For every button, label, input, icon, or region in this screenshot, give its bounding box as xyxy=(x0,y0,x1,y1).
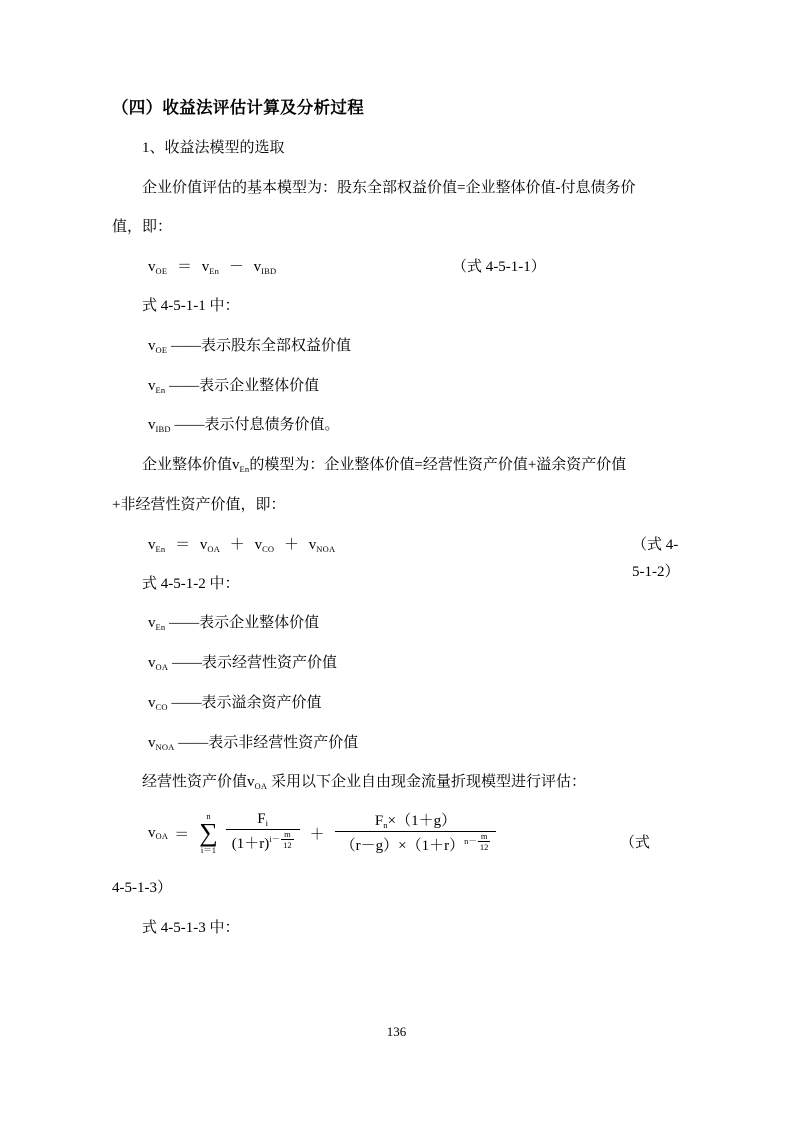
definition-item xyxy=(112,650,681,678)
def6-var: v xyxy=(148,694,156,711)
def3-text: ——表示付息债务价值。 xyxy=(174,417,340,434)
section-title: 1、收益法模型的选取 xyxy=(142,139,285,156)
formula3-equals: ＝ xyxy=(174,826,190,843)
paragraph-entity-value-line1 xyxy=(112,452,681,480)
summation-symbol xyxy=(199,812,218,855)
formula2-term1-sub: OA xyxy=(207,543,221,554)
fraction-term-1 xyxy=(226,811,300,855)
f1-num-var: F xyxy=(257,811,266,827)
formula-4-5-1-3-expression xyxy=(148,809,500,857)
formula2-term2-sub: CO xyxy=(262,543,275,554)
formula2-term1-var: v xyxy=(199,536,208,553)
formula1-lhs-var: v xyxy=(148,259,156,275)
def6-text: ——表示溢余资产价值 xyxy=(171,694,322,711)
f1-exp-frac-den: 12 xyxy=(283,840,292,851)
definition-item xyxy=(112,610,681,638)
sigma-glyph: ∑ xyxy=(199,818,218,848)
f1-den-exp-minus: － xyxy=(271,834,281,844)
f2-num-rest: ×（1＋g） xyxy=(387,813,457,829)
formula2-plus-1: ＋ xyxy=(229,536,245,553)
f1-num-sub: i xyxy=(265,818,269,828)
formula-3-reference: 式 4-5-1-3 中： xyxy=(142,919,240,936)
def2-var: v xyxy=(148,377,156,394)
oa-text-b: 采用以下企业自由现金流量折现模型进行评估： xyxy=(270,774,586,791)
def5-var: v xyxy=(148,655,156,671)
formula-4-5-1-1 xyxy=(112,254,681,281)
def5-sub: OA xyxy=(155,662,169,672)
formula1-term2-sub: IBD xyxy=(261,266,277,276)
f1-den-exp-i: i xyxy=(269,834,272,844)
def6-sub: CO xyxy=(155,701,168,712)
formula1-equals: ＝ xyxy=(176,259,192,275)
def5-text: ——表示经营性资产价值 xyxy=(171,655,337,671)
formula2-term3-var: v xyxy=(308,536,317,553)
f1-den-base: (1＋r) xyxy=(231,836,270,852)
oa-text-a: 经营性资产价值 xyxy=(142,774,248,791)
sigma-lower-limit: i＝1 xyxy=(200,845,217,856)
f2-num-var: F xyxy=(374,813,384,829)
oa-sub: OA xyxy=(254,781,268,792)
fraction-term-2 xyxy=(335,809,497,857)
page-heading: （四）收益法评估计算及分析过程 xyxy=(112,99,364,117)
f1-den-exp-fraction xyxy=(281,829,294,850)
fraction-1-numerator xyxy=(251,811,274,829)
formula-4-5-1-3-tag-continued: 4-5-1-3） xyxy=(112,880,172,896)
formula3-plus: ＋ xyxy=(309,826,325,843)
entity-text-b: 的模型为：企业整体价值=经营性资产价值+溢余资产价值 xyxy=(249,457,627,473)
paragraph-entity-value-line2: +非经营性资产价值，即： xyxy=(112,496,286,513)
def1-sub: OE xyxy=(155,344,168,355)
definition-list-2 xyxy=(112,610,681,757)
def3-var: v xyxy=(148,417,156,434)
f2-den-exp-fraction xyxy=(478,831,491,852)
f1-exp-frac-num: m xyxy=(284,829,291,840)
definition-item xyxy=(112,412,681,440)
formula2-equals: ＝ xyxy=(175,536,191,553)
f2-num-sub: n xyxy=(383,820,388,830)
f2-den-exp-minus: － xyxy=(468,836,477,846)
formula2-term3-sub: NOA xyxy=(316,543,336,554)
fraction-2-numerator xyxy=(369,809,462,831)
formula-4-5-1-2 xyxy=(112,532,681,580)
formula3-lhs-sub: OA xyxy=(155,831,169,842)
paragraph-basic-model-line2: 值，即： xyxy=(112,219,173,236)
formula3-lhs-var: v xyxy=(148,824,156,841)
oa-var: v xyxy=(247,774,255,791)
f2-den-base: （r－g）×（1＋r） xyxy=(340,838,465,854)
sigma-upper-limit: n xyxy=(206,810,211,821)
definition-list-1 xyxy=(112,333,681,440)
def7-var: v xyxy=(148,734,156,751)
formula-4-5-1-3-tag: （式 xyxy=(620,835,651,851)
formula1-term2-var: v xyxy=(253,259,262,275)
paragraph-operating-assets xyxy=(112,769,681,797)
definition-item xyxy=(112,690,681,718)
formula1-term1-var: v xyxy=(201,259,210,275)
def1-var: v xyxy=(148,337,156,354)
def2-sub: En xyxy=(155,384,166,395)
f2-exp-frac-den: 12 xyxy=(479,842,489,853)
formula1-lhs-sub: OE xyxy=(155,266,168,276)
formula2-lhs-var: v xyxy=(148,536,156,553)
definition-item xyxy=(112,373,681,401)
f2-exp-frac-num: m xyxy=(480,831,488,842)
def4-var: v xyxy=(148,615,156,632)
formula1-minus: － xyxy=(228,259,244,275)
fraction-1-denominator xyxy=(226,829,300,855)
def3-sub: IBD xyxy=(155,424,171,435)
fraction-2-denominator xyxy=(335,831,497,857)
paragraph-basic-model-line1: 企业价值评估的基本模型为：股东全部权益价值=企业整体价值-付息债务价 xyxy=(142,179,636,196)
formula-4-5-1-2-expression xyxy=(112,532,681,559)
def2-text: ——表示企业整体价值 xyxy=(169,377,320,394)
formula1-term1-sub: En xyxy=(209,266,220,276)
f2-den-exp-n: n xyxy=(464,836,469,846)
formula2-lhs-sub: En xyxy=(155,543,166,554)
formula-2-reference: 式 4-5-1-2 中： xyxy=(142,575,240,592)
definition-item xyxy=(112,730,681,758)
entity-sub: En xyxy=(239,464,250,474)
formula-4-5-1-1-tag: （式 4-5-1-1） xyxy=(452,259,546,275)
definition-item xyxy=(112,333,681,361)
formula-4-5-1-2-tag: （式 4-5-1-2） xyxy=(632,536,680,580)
page-number: 136 xyxy=(386,1024,407,1039)
formula-4-5-1-3 xyxy=(112,809,681,873)
def1-text: ——表示股东全部权益价值 xyxy=(170,337,351,354)
formula-1-reference: 式 4-5-1-1 中： xyxy=(142,298,240,314)
entity-var: v xyxy=(232,457,240,473)
def4-sub: En xyxy=(155,622,166,633)
def4-text: ——表示企业整体价值 xyxy=(169,615,320,632)
entity-text-a: 企业整体价值 xyxy=(142,457,233,473)
formula-4-5-1-1-expression xyxy=(112,254,681,281)
def7-text: ——表示非经营性资产价值 xyxy=(178,734,359,751)
def7-sub: NOA xyxy=(155,741,175,752)
formula2-term2-var: v xyxy=(254,536,263,553)
formula2-plus-2: ＋ xyxy=(284,536,300,553)
